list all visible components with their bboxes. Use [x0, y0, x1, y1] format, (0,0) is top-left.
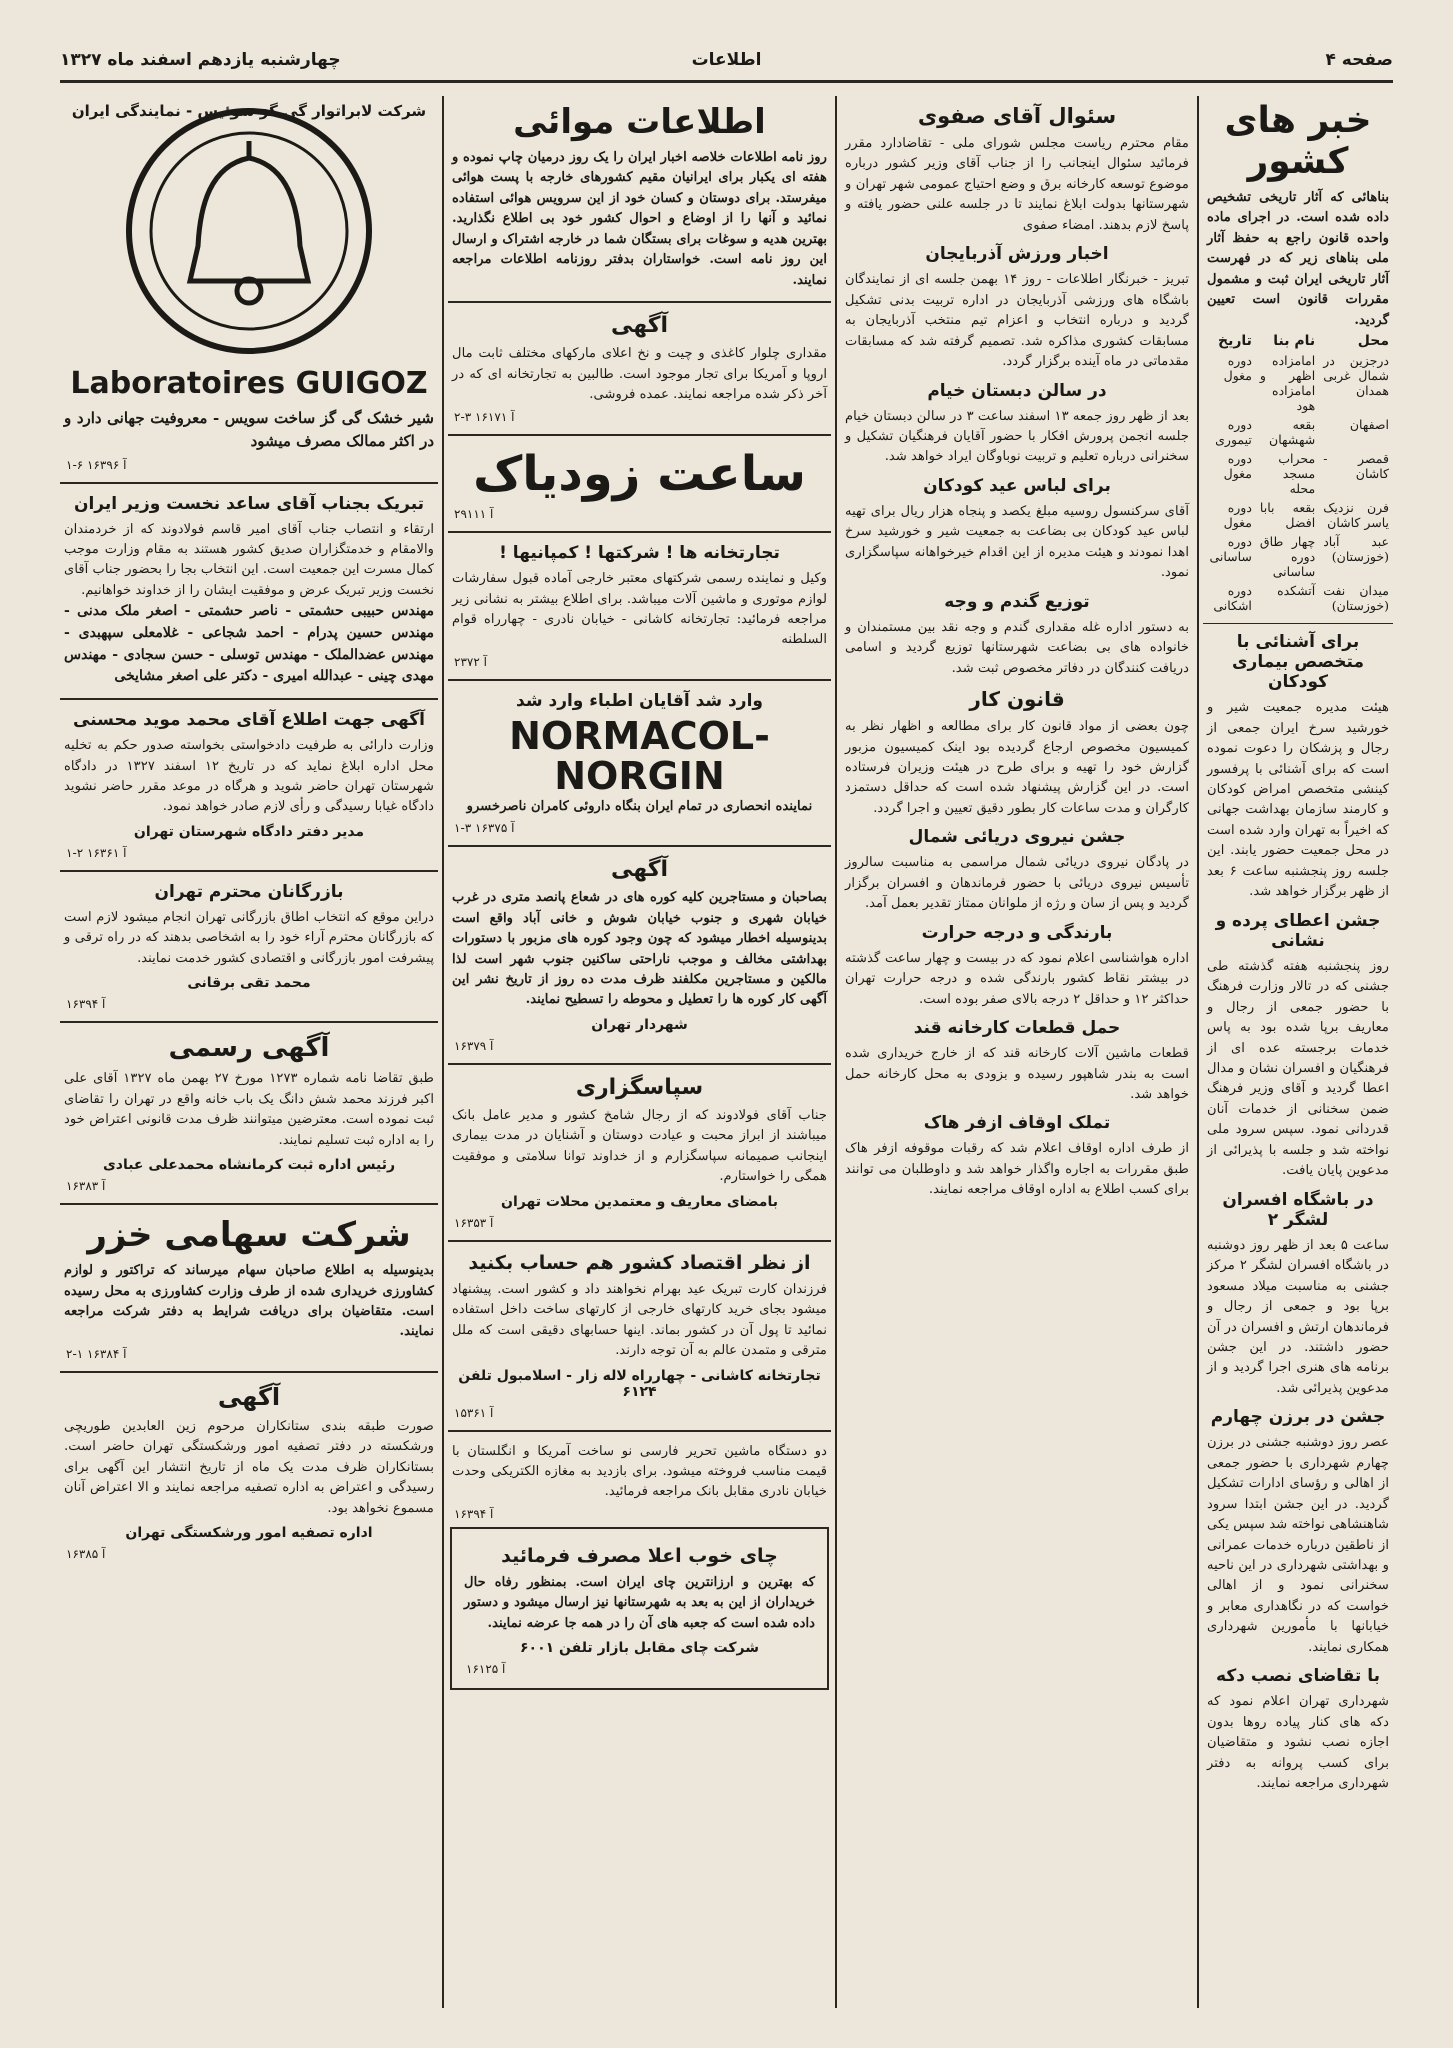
table-cell: عبد آباد (خوزستان) [1323, 534, 1389, 565]
section-title: خبر های کشور [1224, 100, 1372, 182]
divider [60, 1021, 438, 1023]
notice-body: صورت طبقه بندی ستانکاران مرحوم زین العابدین طوریچی ورشکسته در دفتر تصفیه امور ورشکستگی تهران حاضر است. بستانکاران ظرف مدت یک ماه از تاریخ انتشار این آگهی برای رسیدگی و اعتراض به اداره تصفیه مراجعه نمایند و الا اعتراض آنان مسموع نخواهد بود. [64, 1418, 434, 1516]
article-title: با تقاضای نصب دکه [1216, 1666, 1380, 1687]
ad-code: ۱۵۳۶۱ آ [454, 1405, 494, 1420]
article-body: اداره هواشناسی اعلام نمود که در بیست و چهار ساعت گذشته در بیشتر نقاط کشور بارندگی شده و درجه حرارت تهران حداکثر ۱۲ و حداقل ۲ درجه بالای صفر بوده است. [845, 950, 1189, 1007]
article-title: برای لباس عید کودکان [923, 475, 1111, 496]
notice-body: ارتقاء و انتصاب جناب آقای امیر قاسم فولادوند که از خردمندان والامقام و خدمتگزاران صدیق کشور هستند به مقام وزارت موجب کمال مسرت این جمعیت است. این انتخاب بجا را بحضور جناب آقای نخست وزیر تبریک عرض و موفقیت ایشان را از خداوند خواهانیم. [64, 521, 434, 598]
table-cell: درجزین در شمال غربی همدان [1323, 353, 1389, 399]
table-row [1203, 415, 1393, 449]
ad-code: ۱۶۳۹۴ آ [454, 1506, 494, 1521]
ad-code: ۱۶۳۷۹ آ [454, 1038, 494, 1053]
article-body: شهرداری تهران اعلام نمود که دکه های کنار پیاده روها بدون اجازه نصب نشود و متقاضیان برای کسب پروانه به دفتر شهرداری مراجعه نمایند. [1207, 1694, 1389, 1792]
article-title: جشن در برزن چهارم [1210, 1407, 1386, 1428]
article-title: حمل قطعات کارخانه قند [913, 1018, 1121, 1039]
notice-signature: رئیس اداره ثبت کرمانشاه محمدعلی عبادی [102, 1157, 396, 1174]
ad-body: بصاحبان و مستاجرین کلیه کوره های در شعاع پانصد متری در غرب خیابان شهری و جنوب خیابان شوش و خانی آباد واقع است بدینوسیله اخطار میشود که چون وجود کوره های مزبور با دستورات بهداشتی مخالف و موجب ناراحتی ساکنین جنوب شهر است لذا مالکین و مستاجرین مکلفند ظرف مدت ده روز از تاریخ نشر این آگهی کار کوره ها را تعطیل و محوطه را تسطیح نمایند. [452, 890, 827, 1008]
zodiac-watch-ad: ساعت زودیاک [473, 445, 806, 502]
article-title: برای آشنائی با متخصص بیماری کودکان [1231, 632, 1365, 693]
divider [60, 870, 438, 872]
notice-title: بازرگانان محترم تهران [154, 881, 344, 902]
article-title: قانون کار [969, 687, 1065, 712]
ad-code: ۱۶۳۹۴ آ [66, 997, 106, 1012]
brand-name-line2: NORGIN [554, 753, 725, 798]
ad-body: جناب آقای فولادوند که از رجال شامخ کشور و مدیر عامل بانک میباشند از ابراز محبت و عیادت دوستان و آشنایان در مدت بیماری اینجانب صمیمانه سپاسگزارم و از خداوند توانا سلامتی و موفقیت همگی را خواستارم. [452, 1107, 827, 1185]
ad-title: آگهی [610, 313, 669, 339]
table-cell: بقعه شهشهان [1269, 417, 1316, 448]
table-cell: دوره مغول [1223, 353, 1252, 384]
column-header: تاریخ [1217, 333, 1252, 350]
divider [448, 531, 831, 533]
article-title: در سالن دبستان خیام [927, 380, 1107, 401]
ad-title: چای خوب اعلا مصرف فرمائید [501, 1544, 778, 1567]
table-cell: فرن نزدیک یاسر کاشان [1323, 500, 1389, 531]
table-row [1203, 532, 1393, 581]
article-body: از طرف اداره اوقاف اعلام شد که رقبات موقوفه ازفر هاک طبق مقررات به اجاره واگذار خواهد شد و داوطلبان می توانند برای کسب اطلاع به اداره اوقاف مراجعه نمایند. [845, 1141, 1189, 1198]
ad-signature: شهردار تهران [591, 1016, 688, 1033]
notice-signature: مدیر دفتر دادگاه شهرستان تهران [133, 823, 365, 840]
paper-name: اطلاعات [691, 50, 762, 70]
table-cell: آتشکده [1277, 583, 1316, 599]
article-body: عصر روز دوشنبه جشنی در برزن چهارم شهرداری با حضور جمعی از اهالی و رؤسای ادارات تشکیل گردید. در این جشن ابتدا سرود شاهنشاهی نواخته شد سپس یکی از ناطقین درباره خدمات عمرانی و بهداشتی شهرداری در این ناحیه سخنرانی نمود و از اهالی خواست که در نگاهداری معابر و خیابانها با مأمورین شهرداری همکاری نمایند. [1207, 1435, 1389, 1655]
article-body: به دستور اداره غله مقداری گندم و وجه نقد بین مستمندان و خانواده های بی بضاعت شهرستانها توزیع گردید و اسامی دریافت کنندگان در دفاتر مخصوص ثبت شد. [845, 619, 1189, 676]
column-domestic-news [1203, 96, 1393, 2008]
signatories: مهندس حبیبی حشمتی - ناصر حشمتی - اصغر ملک مدنی - مهندس حسین پدرام - احمد شجاعی - غلامعلی سپهبدی - مهندس عضدالملک - مهندس توسلی - حسن سجادی - مهندس مهدی چینی - عبدالله امیری - دکتر علی اصغر مشایخی [64, 603, 434, 685]
ad-signature: بامضای معاریف و معتمدین محلات تهران [501, 1193, 778, 1210]
article-body: مقام محترم ریاست مجلس شورای ملی - تقاضادارد مقرر فرمائید سئوال اینجانب را از جناب آقای وزیر کشور درباره موضوع توسعه کارخانه برق و وضع احتیاج عمومی شهر تهران و شهرستانها بدولت ابلاغ نمایند تا در جلسه علنی حضور یافته و پاسخ لازم بدهند. امضاء صفوی [845, 136, 1189, 233]
divider [448, 679, 831, 681]
ad-body: نماینده انحصاری در تمام ایران بنگاه داروئی کامران ناصرخسرو [466, 798, 813, 814]
table-cell: میدان نفت (خوزستان) [1323, 583, 1389, 614]
column-ads [448, 96, 831, 2008]
divider [1203, 623, 1393, 624]
notice-body: وزارت دارائی به طرفیت دادخواستی بخواسته صدور حکم به تخلیه محل اداره ابلاغ نماید که در تاریخ ۱۲ اسفند ۱۳۲۷ در دادگاه شهرستان تهران حاضر شوید و هرگاه در موعد مقرر حاضر نشوید دادگاه غیابا رسیدگی و رأی لازم صادر خواهد نمود. [64, 738, 434, 815]
divider [60, 482, 438, 484]
brand-name-line1: NORMACOL- [509, 713, 770, 758]
ad-subtitle: وارد شد آقایان اطباء وارد شد [516, 690, 763, 711]
column-header: محل [1357, 333, 1389, 350]
company-title: شرکت سهامی خزر [87, 1215, 411, 1256]
column-news-2 [841, 96, 1193, 2008]
ad-body: فرزندان کارت تبریک عید بهرام نخواهند داد و کشور است. پیشنهاد میشود بجای خرید کارتهای خارجی از کارتهای ساخت داخل استفاده نمائید تا پول آن در کشور بماند. اینها حسابهای دقیقی است که ملل مترقی و متمدن عالم به آن توجه دارند. [452, 1281, 827, 1359]
article-body: آقای سرکنسول روسیه مبلغ یکصد و پنجاه هزار ریال برای تهیه لباس عید کودکان بی بضاعت به جمعیت شیر و خورشید سرخ اهدا نمودند و هیئت مدیره از این اقدام خیرخواهانه سپاسگزاری نمود. [845, 503, 1189, 581]
ad-code: ۱۶۳۸۳ آ [66, 1179, 106, 1194]
table-row [1203, 449, 1393, 498]
column-rule [1197, 96, 1199, 2008]
ad-contact: تجارتخانه کاشانی - چهارراه لاله زار - اسلامبول تلفن ۶۱۲۴ [458, 1367, 821, 1400]
divider [60, 698, 438, 700]
divider [448, 434, 831, 436]
divider [60, 1203, 438, 1205]
logo-ring-text: شرکت لابراتوار گی گز سوئیس - نمایندگی ایران [71, 102, 427, 120]
notice-title: آگهی رسمی [168, 1033, 330, 1064]
ad-body: شیر خشک گی گز ساخت سویس - معروفیت جهانی دارد و در اکثر ممالک مصرف میشود [64, 409, 434, 451]
divider [448, 1430, 831, 1432]
monuments-table [1203, 331, 1393, 615]
ad-code: ۱-۳ ۱۶۳۷۵ آ [454, 821, 515, 836]
article-title: سئوال آقای صفوی [917, 104, 1117, 128]
ad-body: دو دستگاه ماشین تحریر فارسی نو ساخت آمریکا و انگلستان با قیمت مناسب فروخته میشود. برای بازدید به مغازه الکتریکی وحدت خیابان نادری مقابل بانک مراجعه فرمائید. [452, 1443, 827, 1500]
tea-ad-box [450, 1527, 829, 1690]
ad-title: سپاسگزاری [575, 1074, 704, 1100]
article-title: توزیع گندم و وجه [944, 591, 1090, 612]
ad-title: از نظر اقتصاد کشور هم حساب بکنید [468, 1251, 811, 1274]
ad-code: ۲-۳ ۱۶۱۷۱ آ [454, 409, 515, 424]
ad-title: تجارتخانه ها ! شرکتها ! کمپانیها ! [499, 543, 780, 564]
column-notices [60, 96, 438, 2008]
column-rule [835, 96, 837, 2008]
ad-body: وکیل و نماینده رسمی شرکتهای معتبر خارجی آماده قبول سفارشات لوازم موتوری و ماشین آلات میباشد. برای اطلاع بیشتر به نشانی زیر مراجعه فرمائید: تجارتخانه کاشانی - خیابان نادری - چهارراه قوام السلطنه [452, 571, 827, 648]
table-cell: چهار طاق دوره ساسانی [1259, 534, 1316, 580]
notice-body: دراین موقع که انتخاب اطاق بازرگانی تهران انجام میشود لازم است که بازرگانان محترم آراء خود را به اشخاصی بدهند که در راه ترقی و پیشرفت امور بازرگانی و اقتصادی کشور خدمت نمایند. [64, 909, 434, 966]
article-body: چون بعضی از مواد قانون کار برای مطالعه و اظهار نظر به کمیسیون مخصوص ارجاع گردیده بود اینک کمیسیون مزبور گزارش خود را تهیه و برای طرح در هیئت وزیران فرستاده است. در این گزارش پیشنهاد شده است که حداقل دستمزد کارگران و مدت ساعات کار بطور دقیق تعیین و اجرا گردد. [845, 719, 1189, 816]
guigoz-logo [60, 96, 438, 366]
article-body: بعد از ظهر روز جمعه ۱۳ اسفند ساعت ۳ در سالن دبستان خیام جلسه انجمن پرورش افکار با حضور آقایان فرهنگیان تشکیل و سخنرانی درباره تعلیم و تربیت نوباوگان ایراد خواهد شد. [845, 408, 1189, 465]
ad-body: که بهترین و ارزانترین چای ایران است. بمنظور رفاه حال خریداران از این به بعد به شهرستانها نیز ارسال میشود و دستور داده شده است که جعبه های آن را در همه جا عرضه نمایند. [464, 1574, 815, 1631]
article-body: روز نامه اطلاعات خلاصه اخبار ایران را یک روز درمیان چاپ نموده و هفته ای یکبار برای ایرانیان مقیم کشورهای خارجه با پست هوائی میفرستد. برای دوستان و کسان خود از این سرویس هوائی استفاده نمائید و آنها را از اوضاع و احوال کشور خود بی اطلاع نگذارید. بهترین هدیه و سوغات برای بستگان شما در خارجه اشتراک و ارسال این روز نامه است. خواستاران بدفتر روزنامه اطلاعات مراجعه نمایند. [452, 150, 827, 288]
ad-code: ۲۹۱۱۱ آ [454, 507, 494, 522]
table-header-row [1203, 331, 1393, 351]
article-body: ساعت ۵ بعد از ظهر روز دوشنبه در باشگاه افسران لشگر ۲ مرکز جشنی به مناسبت میلاد مسعود برپا بود و جمعی از رجال و فرماندهان ارتش و افسران در آن حضور داشتند. در این جشن برنامه های هنری اجرا گردید و از مدعوین پذیرائی شد. [1207, 1237, 1389, 1396]
table-cell: قمصر - کاشان [1323, 451, 1389, 482]
ad-code: ۲-۱ ۱۶۳۸۴ آ [66, 1346, 127, 1361]
article-title: تملک اوقاف ازفر هاک [923, 1113, 1111, 1134]
section-title: اطلاعات موائی [513, 102, 766, 142]
ad-body: مقداری چلوار کاغذی و چیت و نخ اعلای مارکهای مختلف ثابت مال اروپا و آمریکا برای تجار موجود است. طالبین به تجارتخانه ای که در آخر ذکر شده مراجعه نمایند. عمده فروشی. [452, 346, 827, 403]
table-cell: بقعه بابا افضل [1259, 500, 1316, 531]
article-body: تبریز - خبرنگار اطلاعات - روز ۱۴ بهمن جلسه ای از نمایندگان باشگاه های ورزشی آذربایجان در اداره تربیت بدنی تشکیل گردید و درباره انتخاب و اعزام تیم منتخب آذربایجان به مسابقات کشوری مذاکره شد. تصمیم گرفته شد که مسابقات مقدماتی در ماه آینده برگزار گردد. [845, 272, 1189, 370]
article-intro: بناهائی که آثار تاریخی تشخیص داده شده است. در اجرای ماده واحده قانون راجع به حفظ آثار ملی بناهای زیر که در فهرست آثار تاریخی ایران ثبت و مشمول مقررات قانون است تعیین گردید. [1207, 190, 1389, 328]
article-body: هیئت مدیره جمعیت شیر و خورشید سرخ ایران جمعی از رجال و پزشکان را دعوت نموده است که برای آشنائی با پرفسور کینشی متخصص امراض کودکان و کارمند سازمان بهداشت جهانی که اخیراً به تهران وارد شده است در محل جمعیت حضور یابند. این جلسه روز پنجشنبه ساعت ۶ بعد از ظهر برگزار خواهد شد. [1207, 700, 1389, 900]
notice-title: تبریک بجناب آقای ساعد نخست وزیر ایران [73, 493, 425, 514]
article-body: روز پنجشنبه هفته گذشته طی جشنی که در تالار وزارت فرهنگ با حضور جمعی از رجال و معاریف برپا شده بود به پاس خدمات برجسته عده ای از فرهنگیان و افسران نشان و مدال اعطا گردید و آقای وزیر فرهنگ ضمن سخنانی از خدمات آنان قدردانی نمود. سپس سرود ملی نواخته شد و جلسه با پذیرائی از مدعوین پایان یافت. [1207, 958, 1389, 1179]
table-cell: امامزاده اظهر و امامزاده هود [1259, 353, 1316, 414]
article-title: بارندگی و درجه حرارت [921, 922, 1113, 943]
table-row [1203, 581, 1393, 615]
page-header [60, 40, 1393, 83]
ad-code: ۱۶۳۸۵ آ [66, 1547, 106, 1562]
ad-code: ۱۶۱۲۵ آ [466, 1662, 506, 1677]
column-header: نام بنا [1273, 333, 1316, 350]
table-row [1203, 351, 1393, 415]
column-rule [442, 96, 444, 2008]
notice-body: طبق تقاضا نامه شماره ۱۲۷۳ مورخ ۲۷ بهمن ماه ۱۳۲۷ آقای علی اکبر فرزند محمد شش دانگ یک باب خانه واقع در تهران را تقاضای ثبت نموده است. معترضین میتوانند ظرف مدت قانونی اعتراض خود را به اداره ثبت تسلیم نمایند. [64, 1071, 434, 1148]
table-cell: اصفهان [1349, 417, 1389, 433]
ad-contact: شرکت چای مقابل بازار تلفن ۶۰۰۱ [519, 1640, 759, 1657]
ad-code: ۱-۲ ۱۶۳۶۱ آ [66, 845, 127, 860]
table-cell: دوره مغول [1223, 500, 1252, 531]
divider [60, 1371, 438, 1373]
table-cell: دوره مغول [1223, 451, 1252, 482]
page-number: صفحه ۴ [1325, 50, 1393, 70]
ad-code: ۲۳۷۲ آ [454, 654, 487, 669]
notice-body: بدینوسیله به اطلاع صاحبان سهام میرساند که تراکتور و لوازم کشاورزی خریداری شده از طرف وزارت کشاورزی به محل رسیده است. متقاضیان برای دریافت شرایط به دفتر شرکت مراجعه نمایند. [64, 1263, 434, 1340]
brand-name: Laboratoires GUIGOZ [70, 366, 428, 401]
table-row [1203, 498, 1393, 532]
divider [448, 845, 831, 847]
notice-title: آگهی جهت اطلاع آقای محمد موید محسنی [73, 710, 425, 731]
article-title: در باشگاه افسران لشگر ۲ [1222, 1189, 1374, 1230]
notice-signature: اداره تصفیه امور ورشکستگی تهران [125, 1525, 373, 1542]
divider [448, 1240, 831, 1242]
article-title: جشن نیروی دریائی شمال [908, 827, 1126, 848]
notice-title: آگهی [217, 1382, 281, 1411]
issue-date: چهارشنبه یازدهم اسفند ماه ۱۳۲۷ [60, 50, 341, 70]
divider [448, 301, 831, 303]
divider [448, 1063, 831, 1065]
table-cell: دوره تیموری [1215, 417, 1252, 448]
notice-signature: محمد تقی برقانی [187, 975, 311, 992]
ad-code: ۱۶۳۵۳ آ [454, 1215, 494, 1230]
article-title: جشن اعطای پرده و نشانی [1215, 910, 1381, 951]
ad-code: ۱-۶ ۱۶۳۹۶ آ [66, 457, 127, 472]
article-title: اخبار ورزش آذربایجان [925, 244, 1109, 265]
table-cell: دوره اشکانی [1213, 583, 1252, 614]
ad-title: آگهی [610, 857, 669, 883]
table-cell: دوره ساسانی [1209, 534, 1252, 565]
bell-logo-icon [60, 96, 438, 366]
article-body: در پادگان نیروی دریائی شمال مراسمی به مناسبت سالروز تأسیس نیروی دریائی با حضور فرماندهان و افسران برگزار گردید و پس از سان و رژه از ملوانان ممتاز تقدیر بعمل آمد. [845, 855, 1189, 912]
table-cell: محراب مسجد محله [1278, 451, 1316, 497]
article-body: قطعات ماشین آلات کارخانه قند که از خارج خریداری شده است به بندر شاهپور رسیده و بزودی به محل کارخانه حمل خواهد شد. [845, 1046, 1189, 1102]
